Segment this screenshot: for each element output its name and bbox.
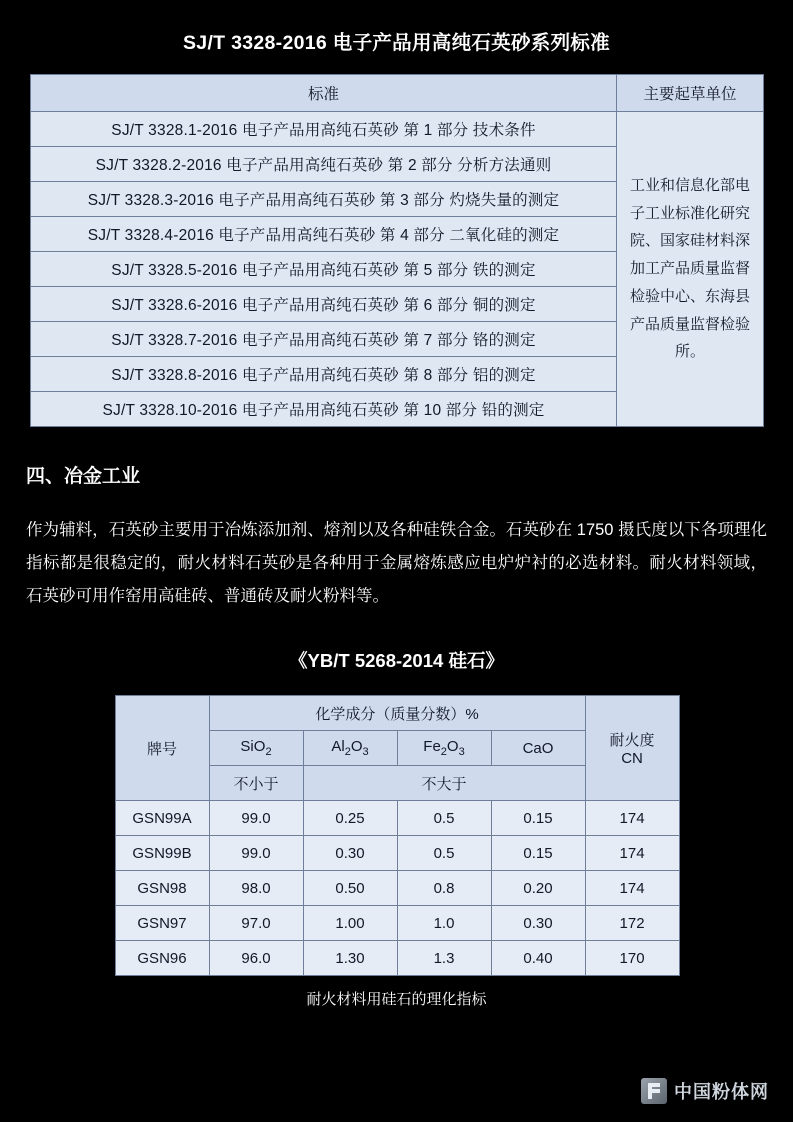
cell-al2o3: 1.00 xyxy=(303,906,397,941)
column-header-drafting-units: 主要起草单位 xyxy=(617,75,764,112)
column-header-cao: CaO xyxy=(491,731,585,766)
standard-item: SJ/T 3328.10-2016 电子产品用高纯石英砂 第 10 部分 铅的测定 xyxy=(31,392,617,427)
cell-al2o3: 0.30 xyxy=(303,836,397,871)
table-row xyxy=(115,941,679,976)
column-header-sio2 xyxy=(209,731,303,766)
cell-cn: 174 xyxy=(585,836,679,871)
cell-cao: 0.30 xyxy=(491,906,585,941)
cell-grade: GSN97 xyxy=(115,906,209,941)
al2o3-text-b: O xyxy=(350,738,363,755)
al2o3-subscript-2: 3 xyxy=(362,746,369,758)
standard-item: SJ/T 3328.1-2016 电子产品用高纯石英砂 第 1 部分 技术条件 xyxy=(31,112,617,147)
standard-item: SJ/T 3328.2-2016 电子产品用高纯石英砂 第 2 部分 分析方法通则 xyxy=(31,147,617,182)
column-header-refractoriness xyxy=(585,696,679,801)
fe2o3-text-b: O xyxy=(446,738,459,755)
standard-item: SJ/T 3328.7-2016 电子产品用高纯石英砂 第 7 部分 铬的测定 xyxy=(31,322,617,357)
section-heading: 四、冶金工业 xyxy=(26,466,141,487)
standard-item: SJ/T 3328.6-2016 电子产品用高纯石英砂 第 6 部分 铜的测定 xyxy=(31,287,617,322)
cell-fe2o3: 0.5 xyxy=(397,801,491,836)
al2o3-text-a: Al xyxy=(331,738,345,755)
watermark xyxy=(641,1078,769,1104)
fe2o3-text-a: Fe xyxy=(423,738,441,755)
standard-item: SJ/T 3328.5-2016 电子产品用高纯石英砂 第 5 部分 铁的测定 xyxy=(31,252,617,287)
cell-cn: 174 xyxy=(585,871,679,906)
drafting-units-cell: 工业和信息化部电子工业标准化研究院、国家硅材料深加工产品质量监督检验中心、东海县产品质量监督检验所。 xyxy=(617,112,764,427)
limit-not-greater-than: 不大于 xyxy=(303,766,585,801)
cell-cn: 174 xyxy=(585,801,679,836)
cell-sio2: 96.0 xyxy=(209,941,303,976)
cell-grade: GSN99B xyxy=(115,836,209,871)
watermark-text: 中国粉体网 xyxy=(674,1082,769,1102)
cell-grade: GSN99A xyxy=(115,801,209,836)
table-header-row xyxy=(115,696,679,731)
page-title: SJ/T 3328-2016 电子产品用高纯石英砂系列标准 xyxy=(183,32,610,54)
limit-not-less-than: 不小于 xyxy=(209,766,303,801)
cell-fe2o3: 0.5 xyxy=(397,836,491,871)
cell-sio2: 99.0 xyxy=(209,801,303,836)
column-header-standard: 标准 xyxy=(31,75,617,112)
cell-fe2o3: 1.0 xyxy=(397,906,491,941)
cell-grade: GSN96 xyxy=(115,941,209,976)
sio2-text: SiO xyxy=(240,738,266,755)
table-row xyxy=(115,836,679,871)
refractoriness-line2: CN xyxy=(621,750,643,767)
standards-table xyxy=(30,74,764,427)
cell-fe2o3: 1.3 xyxy=(397,941,491,976)
cell-cn: 170 xyxy=(585,941,679,976)
column-header-al2o3 xyxy=(303,731,397,766)
table-row xyxy=(115,801,679,836)
table-row xyxy=(115,906,679,941)
refractoriness-line1: 耐火度 xyxy=(609,732,655,749)
column-header-composition: 化学成分（质量分数）% xyxy=(209,696,585,731)
silica-table-wrapper xyxy=(115,695,679,976)
silica-table xyxy=(115,695,680,976)
standard-item: SJ/T 3328.8-2016 电子产品用高纯石英砂 第 8 部分 铝的测定 xyxy=(31,357,617,392)
section-paragraph: 作为辅料，石英砂主要用于冶炼添加剂、熔剂以及各种硅铁合金。石英砂在 1750 摄氏度以下各项理化指标都是很稳定的，耐火材料石英砂是各种用于金属熔炼感应电炉炉衬的必选材料。耐火材料领域，石英砂可用作窑用高硅砖、普通砖及耐火粉料等。 xyxy=(26,521,767,605)
standard-item: SJ/T 3328.3-2016 电子产品用高纯石英砂 第 3 部分 灼烧失量的测定 xyxy=(31,182,617,217)
silica-table-caption: 耐火材料用硅石的理化指标 xyxy=(306,991,487,1008)
cell-cao: 0.40 xyxy=(491,941,585,976)
cell-sio2: 99.0 xyxy=(209,836,303,871)
fe2o3-subscript-2: 3 xyxy=(458,746,465,758)
fe2o3-subscript-1: 2 xyxy=(440,746,447,758)
sio2-subscript: 2 xyxy=(265,746,272,758)
column-header-fe2o3 xyxy=(397,731,491,766)
cell-cao: 0.20 xyxy=(491,871,585,906)
column-header-grade: 牌号 xyxy=(115,696,209,801)
table-row xyxy=(115,871,679,906)
cell-grade: GSN98 xyxy=(115,871,209,906)
cell-cao: 0.15 xyxy=(491,836,585,871)
standard-item: SJ/T 3328.4-2016 电子产品用高纯石英砂 第 4 部分 二氧化硅的测定 xyxy=(31,217,617,252)
cell-al2o3: 0.50 xyxy=(303,871,397,906)
powder-logo-icon xyxy=(641,1078,667,1104)
table-header-row xyxy=(31,75,764,112)
al2o3-subscript-1: 2 xyxy=(344,746,351,758)
cell-al2o3: 0.25 xyxy=(303,801,397,836)
cell-cn: 172 xyxy=(585,906,679,941)
silica-table-title: 《YB/T 5268-2014 硅石》 xyxy=(289,650,504,671)
cell-sio2: 97.0 xyxy=(209,906,303,941)
cell-cao: 0.15 xyxy=(491,801,585,836)
standards-table-wrapper xyxy=(30,74,763,427)
cell-al2o3: 1.30 xyxy=(303,941,397,976)
cell-sio2: 98.0 xyxy=(209,871,303,906)
table-row xyxy=(31,112,764,147)
cell-fe2o3: 0.8 xyxy=(397,871,491,906)
